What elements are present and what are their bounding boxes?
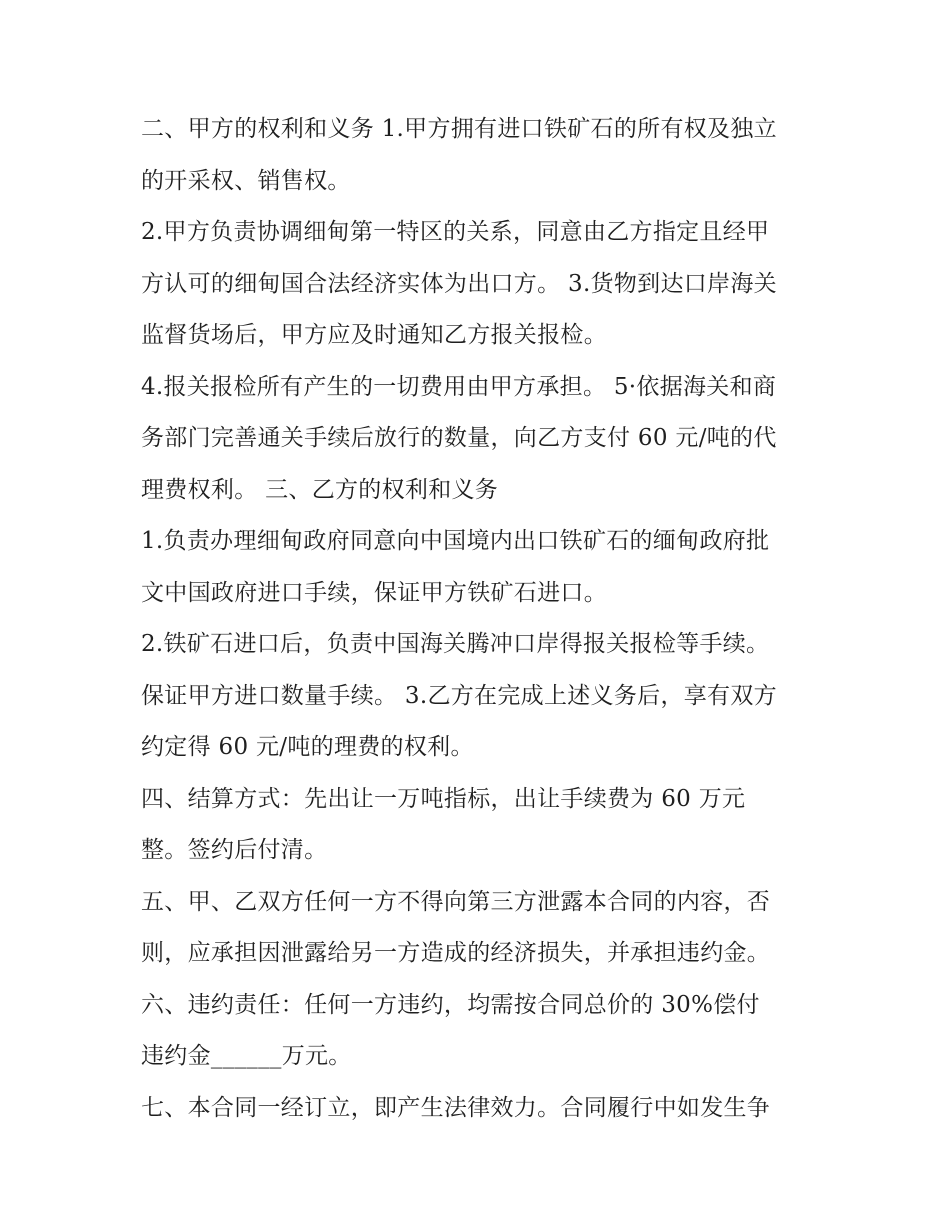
text-line-20: 七、本合同一经订立，即产生法律效力。合同履行中如发生争 <box>141 1094 771 1121</box>
text-line-7: 务部门完善通关手续后放行的数量，向乙方支付 60 元/吨的代 <box>141 425 777 451</box>
text-line-18: 六、违约责任：任何一方违约，均需按合同总价的 30%偿付 <box>141 991 760 1018</box>
text-line-2: 的开采权、销售权。 <box>141 167 351 194</box>
text-line-15: 整。签约后付清。 <box>141 837 328 863</box>
text-line-10: 文中国政府进口手续，保证甲方铁矿石进口。 <box>141 579 607 606</box>
text-line-1: 二、甲方的权利和义务 1.甲方拥有进口铁矿石的所有权及独立 <box>141 116 777 142</box>
text-line-16: 五、甲、乙双方任何一方不得向第三方泄露本合同的内容，否 <box>141 888 771 915</box>
text-line-12: 保证甲方进口数量手续。 3.乙方在完成上述义务后，享有双方 <box>141 682 777 709</box>
text-line-6: 4.报关报检所有产生的一切费用由甲方承担。 5·依据海关和商 <box>141 373 777 400</box>
text-line-5: 监督货场后，甲方应及时通知乙方报关报检。 <box>141 322 607 348</box>
text-line-14: 四、结算方式：先出让一万吨指标，出让手续费为 60 万元 <box>141 785 746 812</box>
contract-body <box>141 104 821 1134</box>
text-line-4: 方认可的细甸国合法经济实体为出口方。 3.货物到达口岸海关 <box>141 270 777 297</box>
text-line-3: 2.甲方负责协调细甸第一特区的关系，同意由乙方指定且经甲 <box>141 219 770 245</box>
text-line-19: 违约金______万元。 <box>141 1043 352 1069</box>
text-line-9: 1.负责办理细甸政府同意向中国境内出口铁矿石的缅甸政府批 <box>141 528 770 554</box>
text-line-13: 约定得 60 元/吨的理费的权利。 <box>141 734 474 760</box>
text-line-11: 2.铁矿石进口后，负责中国海关腾冲口岸得报关报检等手续。 <box>141 631 770 657</box>
text-line-17: 则，应承担因泄露给另一方造成的经济损失，并承担违约金。 <box>141 940 771 966</box>
text-line-8: 理费权利。 三、乙方的权利和义务 <box>141 476 499 503</box>
